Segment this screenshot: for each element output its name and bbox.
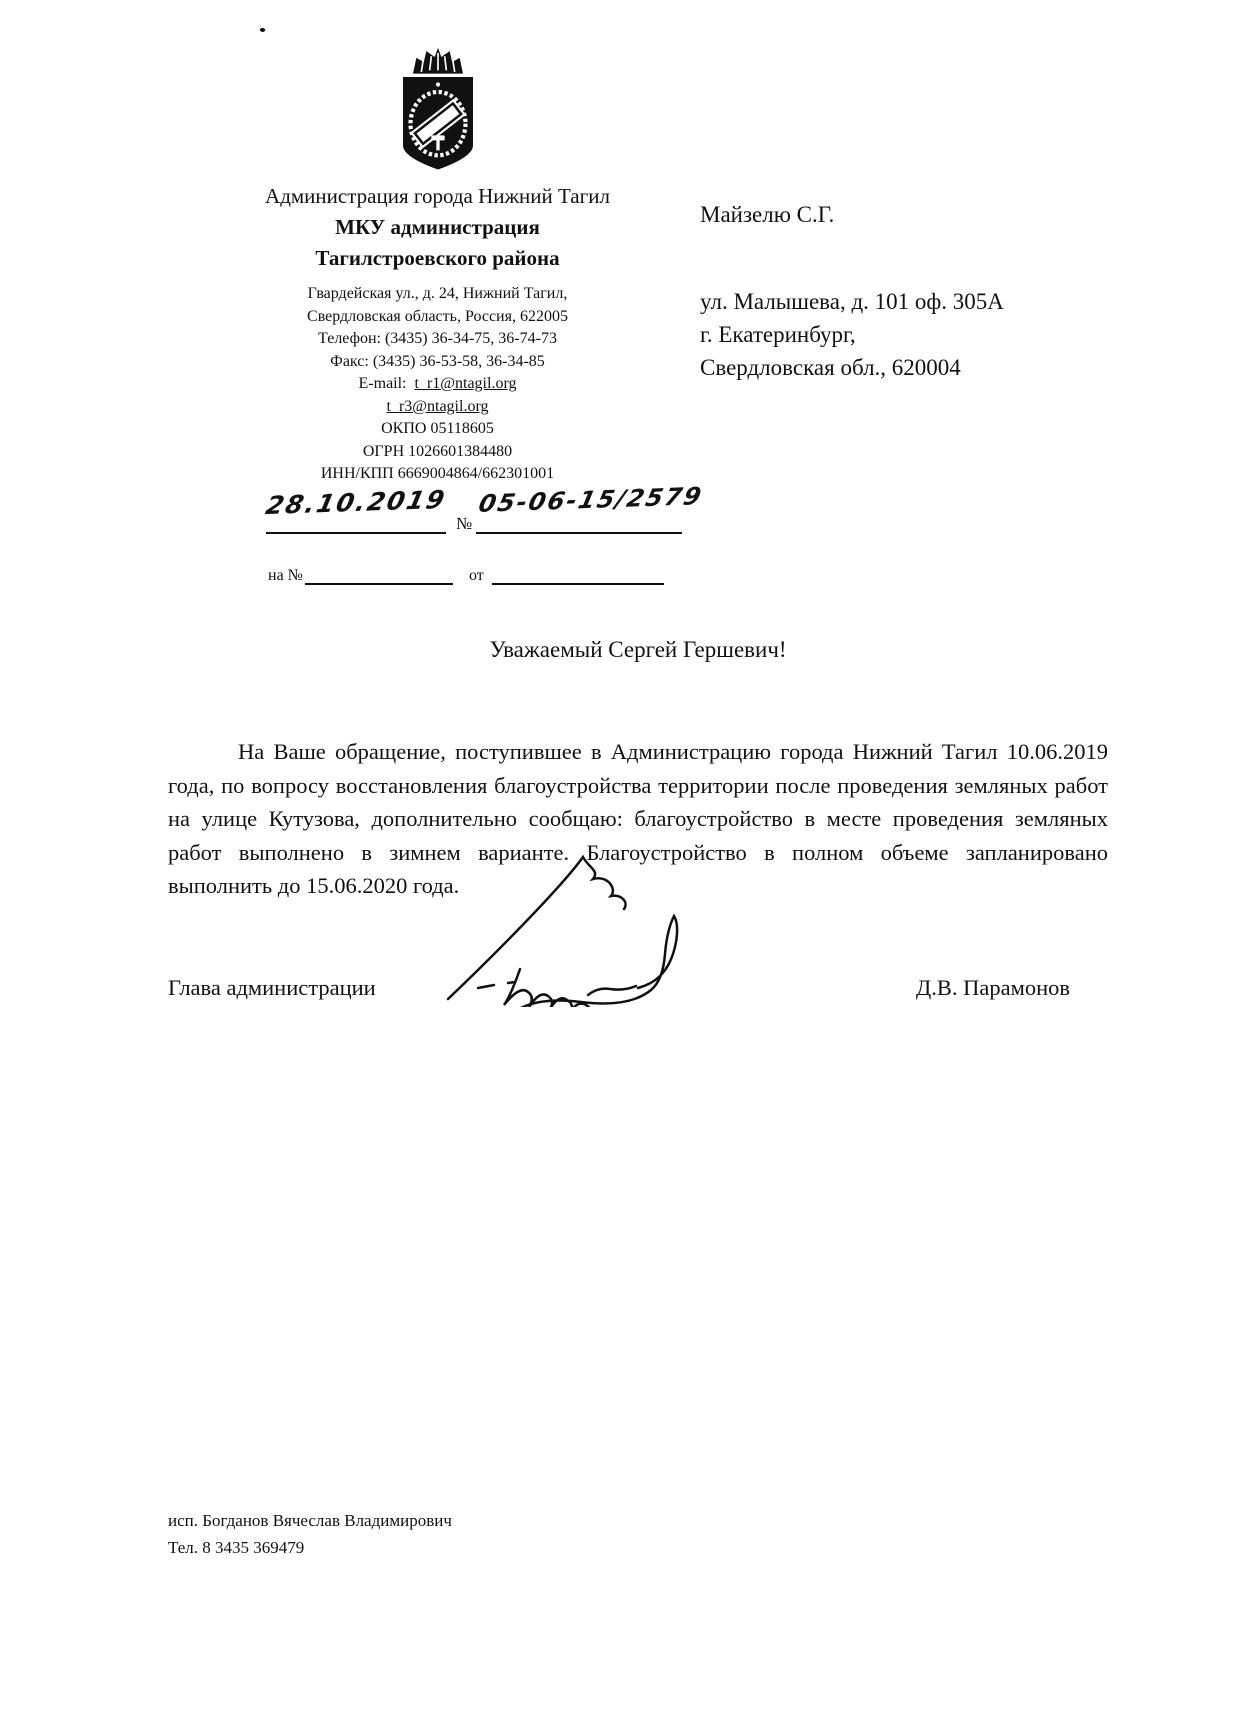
handwritten-number: 05-06-15/2579 [476, 482, 706, 518]
signer-title: Глава администрации [168, 975, 376, 1000]
org-name-line-2: МКУ администрация [335, 215, 540, 239]
salutation: Уважаемый Сергей Гершевич! [489, 637, 787, 662]
letterhead-street: Гвардейская ул., д. 24, Нижний Тагил, [307, 285, 568, 302]
number-sign-label: № [456, 514, 473, 533]
signature-row [168, 975, 1108, 1015]
letterhead-fax: Факс: (3435) 36-53-58, 36-34-85 [330, 352, 545, 370]
letter-body: На Ваше обращение, поступившее в Администрацию города Нижний Тагил 10.06.2019 года, по вопросу восстановления благоустройства территории после проведения земляных работ на улице Кутузова, дополнительно сообщаю: благоустройство в месте проведения земляных работ выполнено в зимнем варианте. Благоустройство в полном объеме запланировано выполнить до 15.06.2020 года. [168, 739, 1108, 898]
recipient-city: г. Екатеринбург, [700, 322, 856, 347]
recipient-street: ул. Малышева, д. 101 оф. 305А [700, 289, 1004, 314]
executor-footer [168, 1507, 452, 1561]
handwritten-signature [420, 847, 740, 1007]
inn-kpp-number: ИНН/КПП 6669004864/662301001 [320, 465, 555, 482]
letterhead-region: Свердловская область, Россия, 622005 [307, 307, 568, 325]
letterhead-email-row [170, 373, 705, 396]
org-name-line-3: Тагилстроевского района [315, 246, 560, 270]
reply-number-blank [305, 567, 453, 585]
handwritten-date: 28.10.2019 [263, 484, 449, 521]
recipient-block [700, 198, 1180, 384]
reply-ref-line [268, 567, 664, 585]
executor-name: исп. Богданов Вячеслав Владимирович [168, 1511, 452, 1530]
recipient-name: Майзелю С.Г. [700, 202, 835, 227]
signer-name: Д.В. Парамонов [915, 975, 1070, 1000]
letterhead-phone: Телефон: (3435) 36-34-75, 36-74-73 [318, 330, 557, 347]
org-name-line-1: Администрация города Нижний Тагил [265, 184, 610, 208]
coat-of-arms-icon [388, 42, 488, 177]
email-address-2: t_r3@ntagil.org [386, 397, 489, 415]
letterhead-contact-block [170, 283, 705, 486]
outgoing-ref-line [263, 482, 736, 538]
letterhead-crest-block [170, 42, 705, 182]
reply-from-label: от [468, 567, 484, 584]
reply-date-blank [492, 567, 664, 585]
scan-dot-artifact [259, 27, 265, 33]
outgoing-number-field [476, 482, 706, 534]
email-address-1: t_r1@ntagil.org [414, 375, 517, 392]
outgoing-date-field [263, 484, 449, 534]
reply-number-label: на № [268, 567, 303, 584]
email-label: E-mail: [358, 375, 407, 392]
recipient-region: Свердловская обл., 620004 [700, 355, 961, 380]
executor-phone: Тел. 8 3435 369479 [168, 1538, 305, 1557]
ogrn-number: ОГРН 1026601384480 [362, 442, 513, 460]
org-name-block [170, 181, 705, 274]
okpo-number: ОКПО 05118605 [381, 420, 494, 437]
